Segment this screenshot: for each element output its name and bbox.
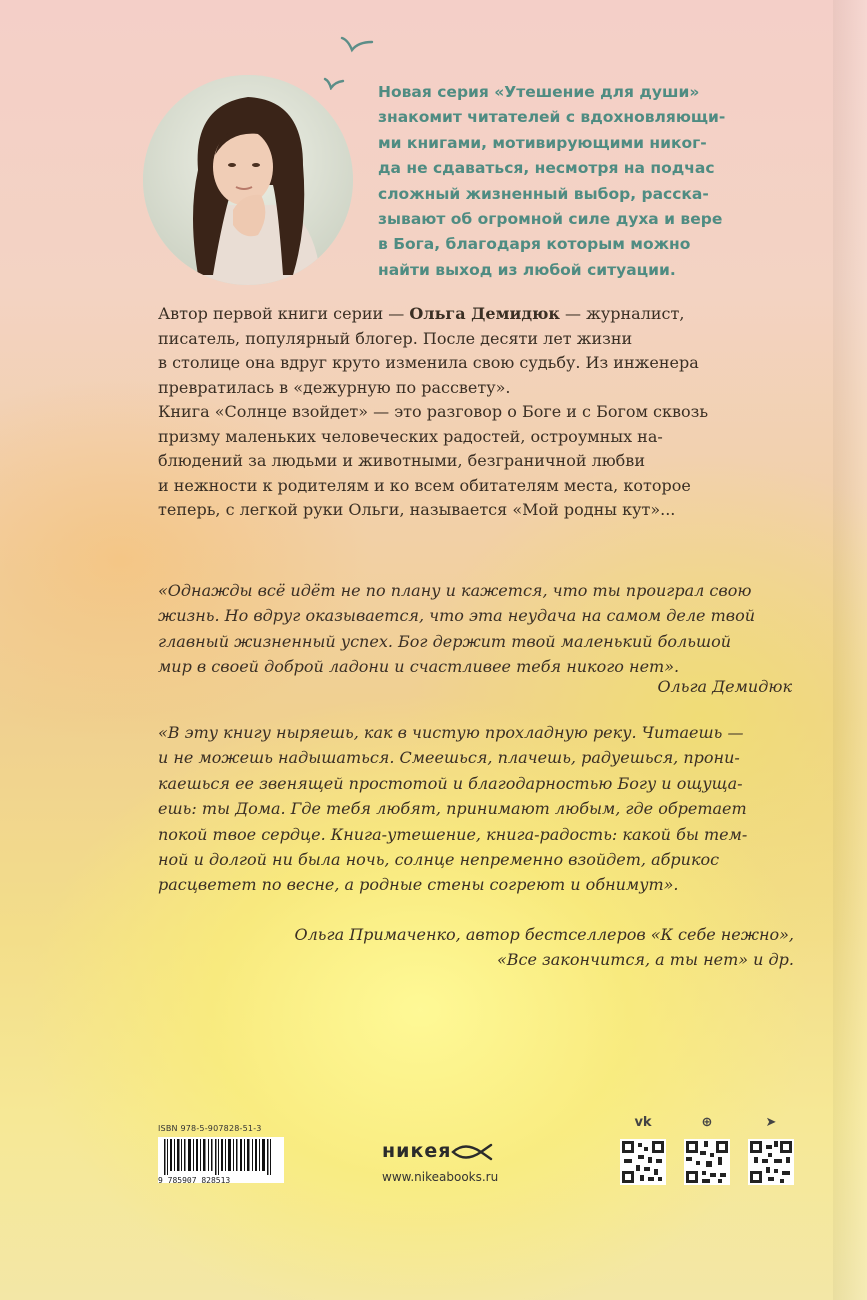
quote-line: каешься ее звенящей простотой и благодарностью Богу и ощуща-	[158, 773, 743, 793]
telegram-icon[interactable]: ➤	[765, 1115, 777, 1130]
isbn-label: ISBN 978-5-907828-51-3	[158, 1124, 262, 1133]
series-line: Новая серия «Утешение для души»	[378, 83, 700, 101]
series-line: зывают об огромной силе духа и вере	[378, 210, 723, 229]
quote-line: «Однажды всё идёт не по плану и кажется, что ты проиграл свою	[158, 581, 752, 600]
body-line: Книга «Солнце взойдет» — это разговор о Боге и с Богом сквозь	[158, 402, 709, 421]
vk-qr-code[interactable]	[620, 1139, 666, 1185]
body-line: и нежности к родителям и ко всем обитателям места, которое	[158, 475, 691, 495]
quote-line: главный жизненный успех. Бог держит твой маленький большой	[158, 631, 732, 651]
bird-icon	[323, 76, 345, 90]
book-spine-edge	[833, 0, 867, 1300]
attribution-line: Ольга Примаченко, автор бестселлеров «К себе нежно»,	[294, 925, 794, 944]
author-quote	[158, 578, 798, 679]
author-description	[158, 302, 798, 523]
series-line: знакомит читателей с вдохновляющи-	[378, 108, 726, 127]
quote-line: расцветет по весне, а родные стены согреют и обнимут».	[158, 875, 679, 895]
body-line: превратилась в «дежурную по рассвету».	[158, 377, 511, 397]
body-line: призму маленьких человеческих радостей, остроумных на-	[158, 426, 663, 446]
publisher-url[interactable]: www.nikeabooks.ru	[382, 1170, 499, 1184]
body-line: писатель, популярный блогер. После десяти лет жизни	[158, 328, 633, 348]
series-description	[378, 80, 778, 283]
fish-icon	[451, 1143, 493, 1161]
attribution-line: «Все закончится, а ты нет» и др.	[496, 950, 794, 970]
author-photo	[143, 75, 353, 285]
body-line: в столице она вдруг круто изменила свою судьбу. Из инженера	[158, 353, 699, 372]
series-line: да не сдаваться, несмотря на подчас	[378, 159, 715, 178]
quote-line: покой твое сердце. Книга-утешение, книга-радость: какой бы тем-	[158, 824, 748, 844]
quote-line: ешь: ты Дома. Где тебя любят, принимают любым, где обретает	[158, 799, 747, 819]
quote-attribution: Ольга Демидюк	[657, 677, 792, 696]
globe-icon[interactable]: ⊕	[701, 1115, 713, 1130]
review-attribution	[295, 922, 795, 973]
body-line: теперь, с легкой руки Ольги, называется «Мой родны кут»...	[158, 500, 676, 519]
website-qr-code[interactable]	[684, 1139, 730, 1185]
series-line: найти выход из любой ситуации.	[378, 260, 676, 279]
series-line: в Бога, благодаря которым можно	[378, 235, 691, 254]
quote-line: «В эту книгу ныряешь, как в чистую прохладную реку. Читаешь —	[158, 723, 744, 742]
body-line: блюдений за людьми и животными, безграничной любви	[158, 451, 645, 470]
vk-icon[interactable]: vk	[634, 1115, 652, 1130]
review-quote	[158, 720, 798, 898]
series-line: сложный жизненный выбор, расска-	[378, 184, 709, 203]
author-name: Ольга Демидюк	[409, 304, 560, 323]
author-intro-line: Автор первой книги серии — Ольга Демидюк — журналист,	[158, 304, 685, 323]
barcode-number: 9 785907 828513	[158, 1176, 231, 1185]
series-line: ми книгами, мотивирующими никог-	[378, 133, 707, 152]
quote-line: мир в своей доброй ладони и счастливее тебя никого нет».	[158, 656, 680, 676]
bird-icon	[340, 34, 374, 54]
quote-line: ной и долгой ни была ночь, солнце непременно взойдет, абрикос	[158, 850, 720, 870]
publisher-logo: никея	[382, 1140, 493, 1162]
quote-line: и не можешь надышаться. Смеешься, плачешь, радуешься, прони-	[158, 748, 740, 768]
quote-line: жизнь. Но вдруг оказывается, что эта неудача на самом деле твой	[158, 606, 755, 626]
telegram-qr-code[interactable]	[748, 1139, 794, 1185]
